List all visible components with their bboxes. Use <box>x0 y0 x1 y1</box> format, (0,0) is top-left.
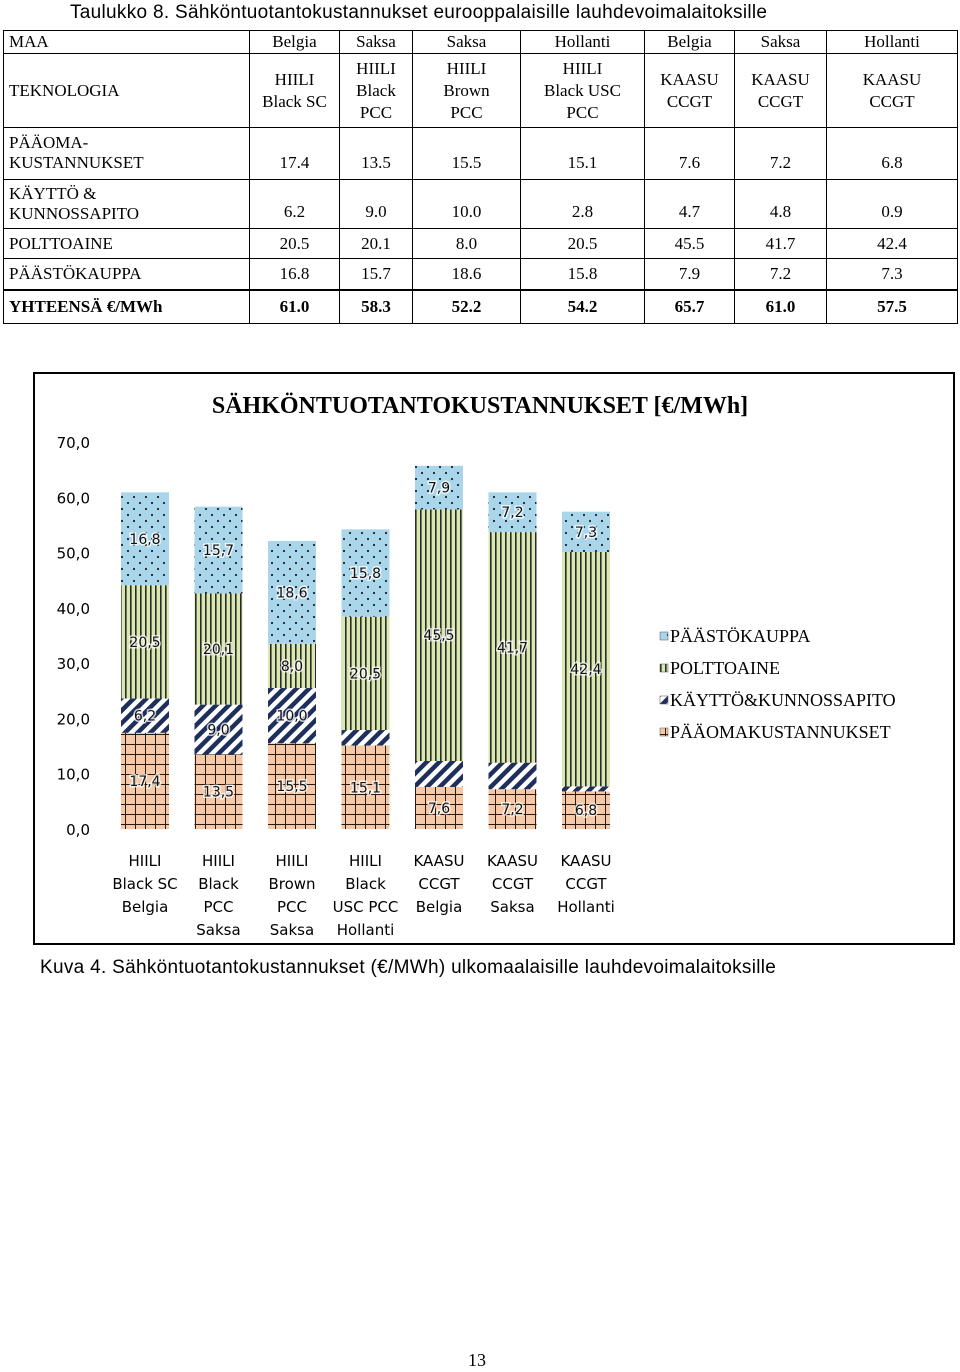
chart-title: SÄHKÖNTUOTANTOKUSTANNUKSET [€/MWh] <box>211 393 749 419</box>
total-cell: 54.2 <box>521 290 645 323</box>
data-label: 20,5 <box>129 634 161 651</box>
table-row <box>4 179 958 229</box>
total-cell: 58.3 <box>340 290 413 323</box>
data-label: 42,4 <box>570 662 602 679</box>
row-label: PÄÄSTÖKAUPPA <box>4 259 250 290</box>
value-cell: 17.4 <box>250 127 340 179</box>
technology-cell: HIILI Black USC PCC <box>521 54 645 128</box>
y-tick-label: 70,0 <box>56 434 90 452</box>
row-label: KÄYTTÖ & KUNNOSSAPITO <box>4 179 250 229</box>
value-cell: 0.9 <box>827 179 958 229</box>
x-tick-label: KAASU <box>413 852 465 870</box>
value-cell: 2.8 <box>521 179 645 229</box>
value-cell: 6.8 <box>827 127 958 179</box>
x-tick-label: Saksa <box>196 921 241 939</box>
data-label: 7,9 <box>427 480 451 497</box>
bar-segment <box>489 763 537 790</box>
value-cell: 15.5 <box>413 127 521 179</box>
technology-cell: KAASU CCGT <box>735 54 827 128</box>
legend-label: KÄYTTÖ&KUNNOSSAPITO <box>670 690 896 710</box>
legend-swatch <box>660 728 668 736</box>
figure-caption: Kuva 4. Sähköntuotantokustannukset (€/MWh) ulkomaalaisille lauhdevoimalaitoksille <box>40 957 777 978</box>
value-cell: 7.2 <box>735 127 827 179</box>
value-cell: 8.0 <box>413 229 521 259</box>
x-tick-label: Belgia <box>415 898 463 916</box>
data-label: 45,5 <box>423 628 455 645</box>
bar-segment <box>342 730 390 745</box>
country-cell: Hollanti <box>827 31 958 54</box>
x-tick-label: KAASU <box>486 852 539 870</box>
value-cell: 20.1 <box>340 229 413 259</box>
data-label: 15,8 <box>349 566 382 583</box>
total-label: YHTEENSÄ €/MWh <box>4 290 250 323</box>
value-cell: 10.0 <box>413 179 521 229</box>
x-tick-label: USC PCC <box>332 898 399 916</box>
bar-segment <box>415 761 463 787</box>
table-row <box>4 229 958 259</box>
x-tick-label: Hollanti <box>336 921 395 939</box>
table-row <box>4 127 958 179</box>
technology-cell: HIILI Brown PCC <box>413 54 521 128</box>
country-cell: Belgia <box>250 31 340 54</box>
x-tick-label: KAASU <box>560 852 612 870</box>
value-cell: 20.5 <box>521 229 645 259</box>
page-number: 13 <box>468 1350 486 1370</box>
data-label: 15,5 <box>276 779 308 796</box>
data-label: 6,2 <box>133 708 157 725</box>
x-tick-label: PCC <box>277 898 307 916</box>
data-label: 7,6 <box>427 800 451 817</box>
table-caption: Taulukko 8. Sähköntuotantokustannukset eurooppalaisille lauhdevoimalaitoksille <box>70 2 768 23</box>
x-axis-labels <box>112 852 614 939</box>
country-cell: Saksa <box>340 31 413 54</box>
y-tick-label: 40,0 <box>56 599 90 618</box>
data-label: 8,0 <box>280 658 304 675</box>
x-tick-label: Saksa <box>269 921 315 939</box>
legend-label: PÄÄSTÖKAUPPA <box>670 626 811 646</box>
table-row-total <box>4 290 958 323</box>
legend-swatch <box>660 696 668 704</box>
data-label: 9,0 <box>207 722 230 739</box>
country-cell: Saksa <box>413 31 521 54</box>
value-cell: 15.7 <box>340 259 413 290</box>
value-cell: 15.1 <box>521 127 645 179</box>
technology-cell: HIILI Black PCC <box>340 54 413 128</box>
total-cell: 52.2 <box>413 290 521 323</box>
data-label: 7,2 <box>501 505 524 522</box>
x-tick-label: Black SC <box>112 875 178 893</box>
data-label: 41,7 <box>496 640 529 657</box>
table-row-technology <box>4 54 958 128</box>
y-tick-label: 20,0 <box>56 710 90 729</box>
value-cell: 20.5 <box>250 229 340 259</box>
country-cell: Saksa <box>735 31 827 54</box>
y-tick-label: 50,0 <box>56 544 90 563</box>
value-cell: 18.6 <box>413 259 521 290</box>
data-label: 10,0 <box>276 708 308 725</box>
value-cell: 15.8 <box>521 259 645 290</box>
x-tick-label: Brown <box>268 875 316 893</box>
country-cell: Hollanti <box>521 31 645 54</box>
y-axis <box>57 434 90 839</box>
value-cell: 6.2 <box>250 179 340 229</box>
data-label: 16,8 <box>129 531 161 548</box>
value-cell: 4.7 <box>645 179 735 229</box>
data-label: 15,1 <box>349 780 382 797</box>
y-tick-label: 60,0 <box>56 489 90 508</box>
data-label: 6,8 <box>574 803 598 820</box>
total-cell: 61.0 <box>735 290 827 323</box>
y-tick-label: 0,0 <box>66 821 90 839</box>
legend-swatch <box>660 632 668 640</box>
technology-cell: HIILI Black SC <box>250 54 340 128</box>
data-label: 20,1 <box>202 642 235 659</box>
y-tick-label: 10,0 <box>56 765 90 784</box>
x-tick-label: Black <box>198 875 239 893</box>
data-label: 18,6 <box>276 585 308 602</box>
bar-segment <box>562 786 610 791</box>
x-tick-label: CCGT <box>418 875 460 893</box>
value-cell: 7.2 <box>735 259 827 290</box>
data-label: 13,5 <box>202 784 235 801</box>
data-label: 7,3 <box>574 524 598 541</box>
data-label: 20,5 <box>349 666 382 683</box>
row-label: PÄÄOMA- KUSTANNUKSET <box>4 127 250 179</box>
total-cell: 61.0 <box>250 290 340 323</box>
value-cell: 7.3 <box>827 259 958 290</box>
value-cell: 16.8 <box>250 259 340 290</box>
technology-cell: KAASU CCGT <box>827 54 958 128</box>
x-tick-label: HIILI <box>349 852 382 870</box>
value-cell: 13.5 <box>340 127 413 179</box>
bars <box>121 466 610 829</box>
country-label: MAA <box>4 31 250 54</box>
value-cell: 45.5 <box>645 229 735 259</box>
data-label: 17,4 <box>129 773 161 790</box>
x-tick-label: HIILI <box>202 852 235 870</box>
stacked-bar-chart <box>35 374 953 943</box>
x-tick-label: HIILI <box>275 852 309 870</box>
table-row <box>4 259 958 290</box>
x-tick-label: Hollanti <box>557 898 615 916</box>
x-tick-label: Saksa <box>490 898 535 916</box>
total-cell: 65.7 <box>645 290 735 323</box>
legend-swatch <box>660 664 668 672</box>
x-tick-label: Black <box>345 875 386 893</box>
value-cell: 7.9 <box>645 259 735 290</box>
cost-table <box>3 30 958 324</box>
country-cell: Belgia <box>645 31 735 54</box>
value-cell: 41.7 <box>735 229 827 259</box>
technology-label: TEKNOLOGIA <box>4 54 250 128</box>
value-cell: 9.0 <box>340 179 413 229</box>
legend <box>660 626 896 742</box>
legend-label: PÄÄOMAKUSTANNUKSET <box>670 722 891 742</box>
x-tick-label: Belgia <box>121 898 169 916</box>
y-tick-label: 30,0 <box>56 655 90 674</box>
chart-frame <box>33 372 955 945</box>
x-tick-label: CCGT <box>565 875 607 893</box>
table-row-country <box>4 31 958 54</box>
x-tick-label: CCGT <box>491 875 534 893</box>
data-label: 15,7 <box>202 543 235 560</box>
value-cell: 42.4 <box>827 229 958 259</box>
legend-label: POLTTOAINE <box>670 658 781 678</box>
data-label: 7,2 <box>501 802 524 819</box>
x-tick-label: PCC <box>203 898 234 916</box>
value-cell: 7.6 <box>645 127 735 179</box>
row-label: POLTTOAINE <box>4 229 250 259</box>
value-cell: 4.8 <box>735 179 827 229</box>
x-tick-label: HIILI <box>128 852 162 870</box>
technology-cell: KAASU CCGT <box>645 54 735 128</box>
total-cell: 57.5 <box>827 290 958 323</box>
